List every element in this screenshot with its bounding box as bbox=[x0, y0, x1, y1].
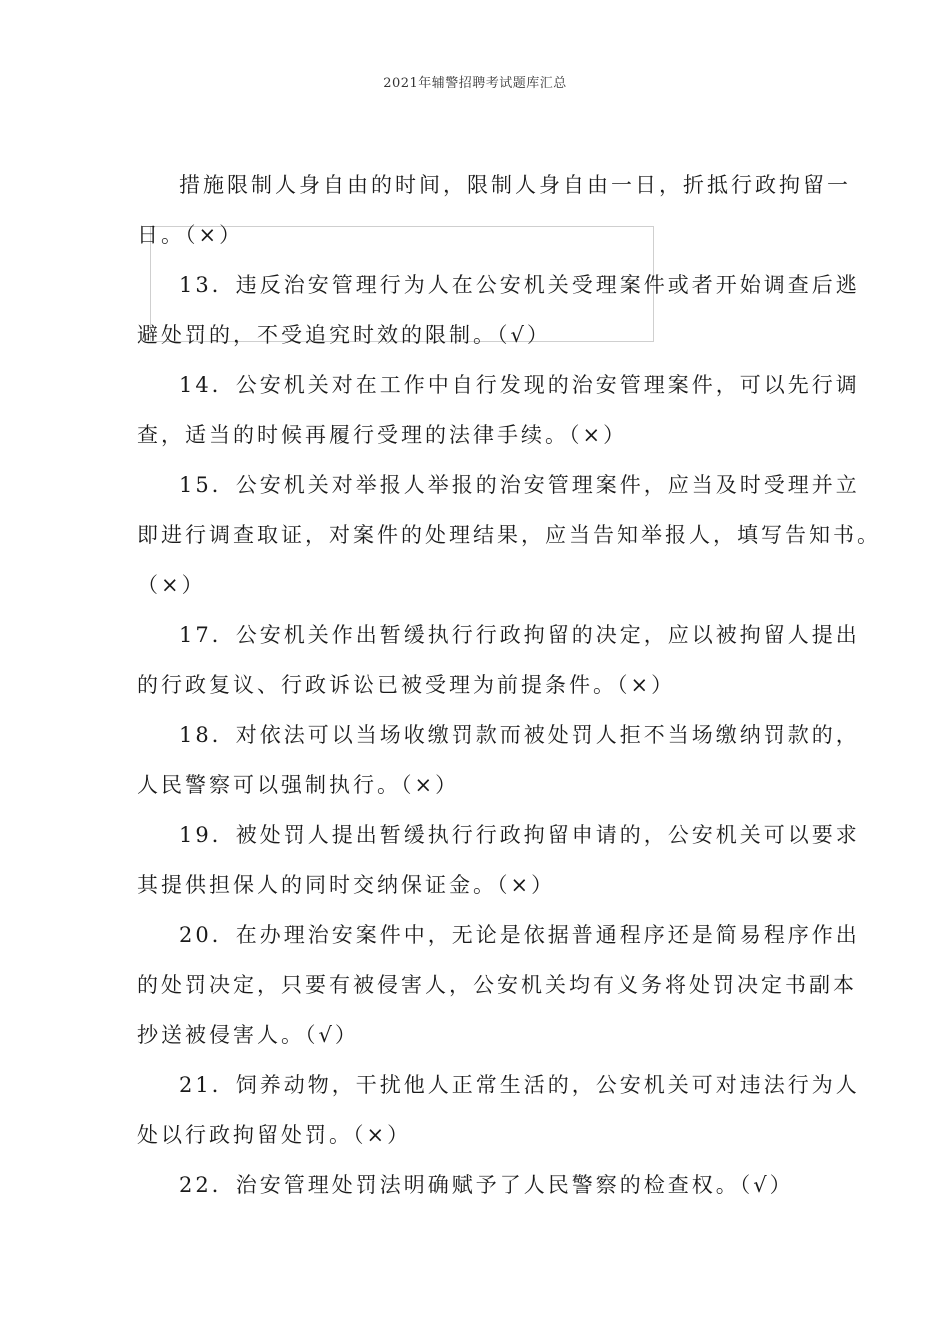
question-20: 20．在办理治安案件中，无论是依据普通程序还是简易程序作出 bbox=[179, 923, 860, 947]
question-13: 13．违反治安管理行为人在公安机关受理案件或者开始调查后逃 bbox=[179, 273, 860, 297]
question-19: 19．被处罚人提出暂缓执行行政拘留申请的，公安机关可以要求 bbox=[179, 823, 860, 847]
text-line: 即进行调查取证，对案件的处理结果，应当告知举报人，填写告知书。 bbox=[137, 523, 881, 547]
question-14: 14．公安机关对在工作中自行发现的治安管理案件，可以先行调 bbox=[179, 373, 860, 397]
text-line: 的行政复议、行政诉讼已被受理为前提条件。（×） bbox=[137, 673, 676, 697]
page-header: 2021年辅警招聘考试题库汇总 bbox=[383, 76, 567, 91]
question-17: 17．公安机关作出暂缓执行行政拘留的决定，应以被拘留人提出 bbox=[179, 623, 860, 647]
question-21: 21．饲养动物，干扰他人正常生活的，公安机关可对违法行为人 bbox=[179, 1073, 860, 1097]
text-line: 其提供担保人的同时交纳保证金。（×） bbox=[137, 873, 556, 897]
text-line: 处以行政拘留处罚。（×） bbox=[137, 1123, 412, 1147]
text-line: （×） bbox=[137, 573, 206, 597]
text-line: 抄送被侵害人。（√） bbox=[137, 1023, 359, 1047]
text-line: 的处罚决定，只要有被侵害人，公安机关均有义务将处罚决定书副本 bbox=[137, 973, 857, 997]
text-line: 日。（×） bbox=[137, 223, 244, 247]
document-body bbox=[137, 160, 881, 1210]
text-line: 查，适当的时候再履行受理的法律手续。（×） bbox=[137, 423, 628, 447]
text-line: 措施限制人身自由的时间，限制人身自由一日，折抵行政拘留一 bbox=[179, 173, 851, 197]
question-22: 22．治安管理处罚法明确赋予了人民警察的检查权。（√） bbox=[179, 1173, 794, 1197]
text-line: 人民警察可以强制执行。（×） bbox=[137, 773, 460, 797]
question-15: 15．公安机关对举报人举报的治安管理案件，应当及时受理并立 bbox=[179, 473, 860, 497]
text-line: 避处罚的，不受追究时效的限制。（√） bbox=[137, 323, 551, 347]
question-18: 18．对依法可以当场收缴罚款而被处罚人拒不当场缴纳罚款的， bbox=[179, 723, 860, 747]
